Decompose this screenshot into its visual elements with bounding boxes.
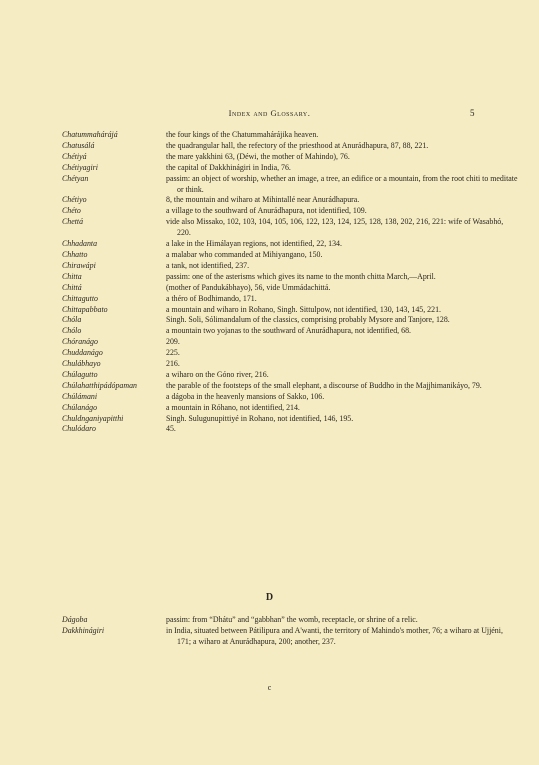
entry-definition: a lake in the Himálayan regions, not identified, 22, 134. [166, 239, 342, 249]
entry-definition-cell [166, 163, 518, 174]
glossary-entry [62, 370, 522, 381]
glossary-entry [62, 261, 522, 272]
entry-term: Chuddanágo [62, 348, 103, 358]
glossary-entry [62, 626, 522, 648]
entry-definition-cell [166, 305, 518, 316]
signature-mark: c [267, 683, 272, 692]
entry-term: Chulódaro [62, 424, 96, 434]
entry-definition: in India, situated between Pátilipura and A'wanti, the territory of Mahindo's mother, 76; a wiharo at Ujjéni, 171; a wiharo at Anurádhapura, 200; another, 237. [166, 625, 503, 646]
entry-definition: 216. [166, 359, 180, 369]
glossary-entry [62, 152, 522, 163]
glossary-entry [62, 403, 522, 414]
section-c-entries [62, 130, 522, 435]
entry-term: Chétiyo [62, 195, 87, 205]
glossary-entry [62, 294, 522, 305]
entry-definition: a tank, not identified, 237. [166, 260, 250, 270]
entry-definition: a wiharo on the Góno river, 216. [166, 369, 269, 379]
entry-definition: passim: an object of worship, whether an image, a tree, an edifice or a mountain, from the root chiti to meditate or think. [166, 173, 518, 194]
glossary-entry [62, 283, 522, 294]
entry-definition: a malabar who commanded at Mihiyangano, 150. [166, 249, 323, 259]
entry-term: Chatummahárájá [62, 130, 118, 139]
entry-definition-cell [166, 359, 518, 370]
entry-definition: Singh. Soli, Sólimandalum of the classics, comprising probably Mysore and Tanjore, 128. [166, 315, 450, 325]
entry-definition-cell [166, 337, 518, 348]
entry-definition: a dágoba in the heavenly mansions of Sakko, 106. [166, 391, 325, 401]
entry-definition: Singh. Sulugunupittiyé in Rohano, not identified, 146, 195. [166, 413, 354, 423]
entry-term: Chittagutto [62, 293, 98, 303]
entry-term: Chúlámani [62, 391, 98, 401]
section-letter: D [265, 592, 274, 603]
entry-definition-cell [166, 152, 518, 163]
glossary-entry [62, 239, 522, 250]
entry-definition-cell [166, 217, 518, 239]
entry-definition: 45. [166, 424, 176, 434]
entry-definition-cell [166, 195, 518, 206]
entry-definition: a mountain two yojanas to the southward of Anurádhapura, not identified, 68. [166, 326, 411, 336]
entry-definition-cell [166, 141, 518, 152]
entry-definition: passim: one of the asterisms which gives its name to the month chitta March,—April. [166, 271, 436, 281]
entry-term: Chétyan [62, 173, 89, 183]
entry-definition-cell [166, 348, 518, 359]
entry-definition: 225. [166, 348, 180, 358]
entry-definition: a village to the southward of Anurádhapura, not identified, 109. [166, 206, 367, 216]
glossary-entry [62, 359, 522, 370]
entry-definition: a théro of Bodhimando, 171. [166, 293, 257, 303]
glossary-entry [62, 615, 522, 626]
glossary-entry [62, 424, 522, 435]
entry-term: Chirawápi [62, 260, 96, 270]
entry-definition-cell [166, 392, 518, 403]
glossary-entry [62, 141, 522, 152]
entry-term: Chóla [62, 315, 82, 325]
entry-definition-cell [166, 424, 518, 435]
entry-term: Chúlagutto [62, 369, 98, 379]
entry-term: Chétiyagiri [62, 162, 98, 172]
entry-term: Chétiyá [62, 151, 87, 161]
entry-definition: the mare yakkhini 63, (Déwi, the mother of Mahindo), 76. [166, 151, 350, 161]
glossary-entry [62, 174, 522, 196]
entry-definition-cell [166, 206, 518, 217]
entry-term: Chhadanta [62, 239, 98, 249]
entry-definition: a mountain and wiharo in Rohano, Singh. Sittulpow, not identified, 130, 143, 145, 221. [166, 304, 441, 314]
entry-definition-cell [166, 174, 518, 196]
running-title: Index and Glossary. [228, 108, 311, 118]
entry-definition: the parable of the footsteps of the small elephant, a discourse of Buddho in the Majjhimanikáyo, 79. [166, 380, 482, 390]
entry-definition-cell [166, 261, 518, 272]
entry-definition-cell [166, 414, 518, 425]
entry-term: Chulábhayo [62, 359, 101, 369]
entry-definition-cell [166, 283, 518, 294]
glossary-entry [62, 206, 522, 217]
entry-definition: the four kings of the Chatummahárájika heaven. [166, 130, 319, 139]
entry-definition-cell [166, 250, 518, 261]
entry-term: Chittá [62, 282, 82, 292]
entry-definition-cell [166, 272, 518, 283]
entry-definition-cell [166, 626, 518, 648]
entry-definition-cell [166, 370, 518, 381]
page-number: 5 [470, 108, 475, 118]
entry-definition-cell [166, 326, 518, 337]
entry-term: Chéto [62, 206, 81, 216]
entry-term: Chúlanágo [62, 402, 98, 412]
entry-term: Chólo [62, 326, 82, 336]
entry-term: Chatusálá [62, 140, 95, 150]
glossary-entry [62, 195, 522, 206]
glossary-entry [62, 381, 522, 392]
entry-definition-cell [166, 615, 518, 626]
entry-definition: the capital of Dakkhinágiri in India, 76. [166, 162, 291, 172]
entry-definition-cell [166, 403, 518, 414]
glossary-entry [62, 305, 522, 316]
entry-term: Chettá [62, 217, 84, 227]
entry-term: Chóranágo [62, 337, 98, 347]
entry-definition-cell [166, 130, 518, 141]
entry-definition: vide also Missako, 102, 103, 104, 105, 106, 122, 123, 124, 125, 128, 138, 202, 216, 221: wife of Wasabhó, 220. [166, 217, 504, 238]
glossary-entry [62, 414, 522, 425]
entry-definition-cell [166, 239, 518, 250]
glossary-entry [62, 326, 522, 337]
glossary-entry [62, 348, 522, 359]
entry-term: Dakkhinágiri [62, 625, 105, 635]
glossary-entry [62, 250, 522, 261]
entry-term: Dágoba [62, 615, 88, 624]
glossary-entry [62, 217, 522, 239]
entry-definition: passim: from “Dhátu” and “gabbhan” the womb, receptacle, or shrine of a relic. [166, 615, 418, 624]
entry-definition-cell [166, 315, 518, 326]
entry-definition-cell [166, 294, 518, 305]
glossary-entry [62, 130, 522, 141]
entry-term: Chittapabbato [62, 304, 108, 314]
glossary-entry [62, 315, 522, 326]
entry-term: Chitta [62, 271, 82, 281]
section-d-entries [62, 615, 522, 648]
entry-definition: 209. [166, 337, 180, 347]
entry-term: Chhatto [62, 249, 88, 259]
entry-definition: the quadrangular hall, the refectory of the priesthood at Anurádhapura, 87, 88, 221. [166, 140, 429, 150]
entry-term: Chúlahatthipádópaman [62, 380, 137, 390]
glossary-entry [62, 392, 522, 403]
entry-definition: (mother of Pandukábhayo), 56, vide Ummádachittá. [166, 282, 331, 292]
entry-definition-cell [166, 381, 518, 392]
entry-definition: a mountain in Róhano, not identified, 214. [166, 402, 300, 412]
glossary-entry [62, 272, 522, 283]
entry-definition: 8, the mountain and wiharo at Mihintallé near Anurádhapura. [166, 195, 360, 205]
entry-term: Chuldnganiyapitthi [62, 413, 124, 423]
glossary-entry [62, 337, 522, 348]
glossary-entry [62, 163, 522, 174]
